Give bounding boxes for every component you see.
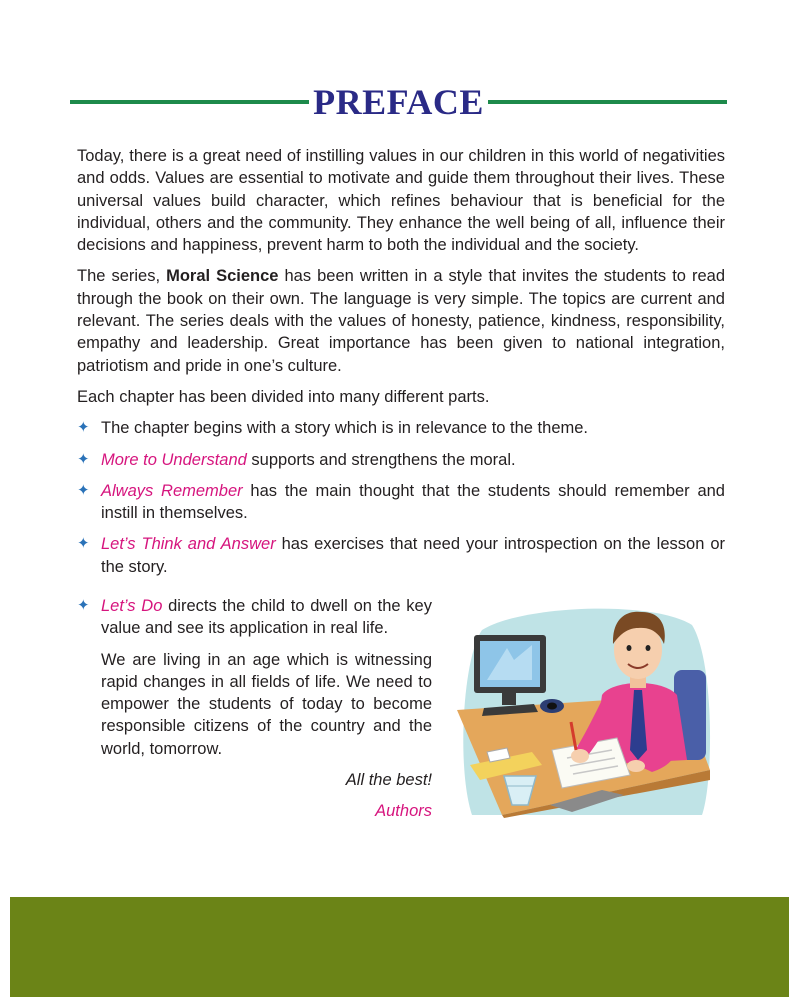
footer-band [10, 897, 789, 997]
list-item: ✦ Always Remember has the main thought that the students should remember and instill in themselves. [77, 481, 725, 523]
page-title: PREFACE [313, 82, 484, 122]
preface-body [77, 145, 725, 578]
list-item: ✦ Let’s Think and Answer has exercises that need your introspection on the lesson or the story. [77, 535, 726, 576]
signoff: All the best! [345, 771, 432, 790]
series-name: Moral Science [166, 267, 279, 286]
closing-paragraph: We are living in an age which is witnessing rapid changes in all fields of life. We need to empower the students of today to become responsible citizens of the country and the world, tomorrow. [101, 650, 432, 758]
section-name: More to Understand [101, 450, 247, 469]
star-bullet-icon: ✦ [77, 481, 90, 499]
mouse [547, 703, 557, 710]
star-bullet-icon: ✦ [77, 597, 90, 614]
section-name: Let’s Do [101, 597, 163, 615]
lower-text-column [77, 595, 432, 823]
hand [571, 749, 589, 763]
lets-do-list [77, 595, 432, 640]
chapter-parts-list [77, 417, 725, 578]
left-hand [627, 760, 645, 772]
title-row [70, 80, 727, 124]
teacher-at-desk-illustration [452, 600, 714, 818]
star-bullet-icon: ✦ [77, 419, 90, 437]
left-eye [627, 645, 632, 651]
list-item: ✦ More to Understand supports and strengthens the moral. [77, 449, 725, 471]
star-bullet-icon: ✦ [77, 450, 90, 468]
list-item: ✦ The chapter begins with a story which is in relevance to the theme. [77, 417, 725, 439]
monitor-neck [502, 693, 516, 705]
section-name: Always Remember [101, 481, 243, 500]
paragraph-chapters: Each chapter has been divided into many different parts. [77, 387, 490, 406]
title-rule-right [488, 100, 727, 104]
title-rule-left [70, 100, 309, 104]
paragraph-series: The series, Moral Science has been written in a style that invites the students to read through the book on their own. The language is very simple. The topics are current and relevant. The series deals with the values of honesty, patience, kindness, responsibility, empathy and leadership. Great importance has been given to national integration, patriotism and pride in one’s culture. [77, 267, 725, 375]
right-eye [646, 645, 651, 651]
star-bullet-icon: ✦ [77, 535, 90, 553]
list-item: ✦ Let’s Do directs the child to dwell on the key value and see its application in real life. [77, 597, 432, 638]
paragraph-intro: Today, there is a great need of instilling values in our children in this world of negativities and odds. Values are essential to motivate and guide them throughout their lives. These universal values build character, which refines behaviour that is beneficial for the individual, others and the community. They enhance the well being of all, influence their decisions and happiness, prevent harm to both the individual and the society. [77, 147, 725, 255]
authors-signature: Authors [375, 802, 432, 821]
section-name: Let’s Think and Answer [101, 535, 276, 554]
